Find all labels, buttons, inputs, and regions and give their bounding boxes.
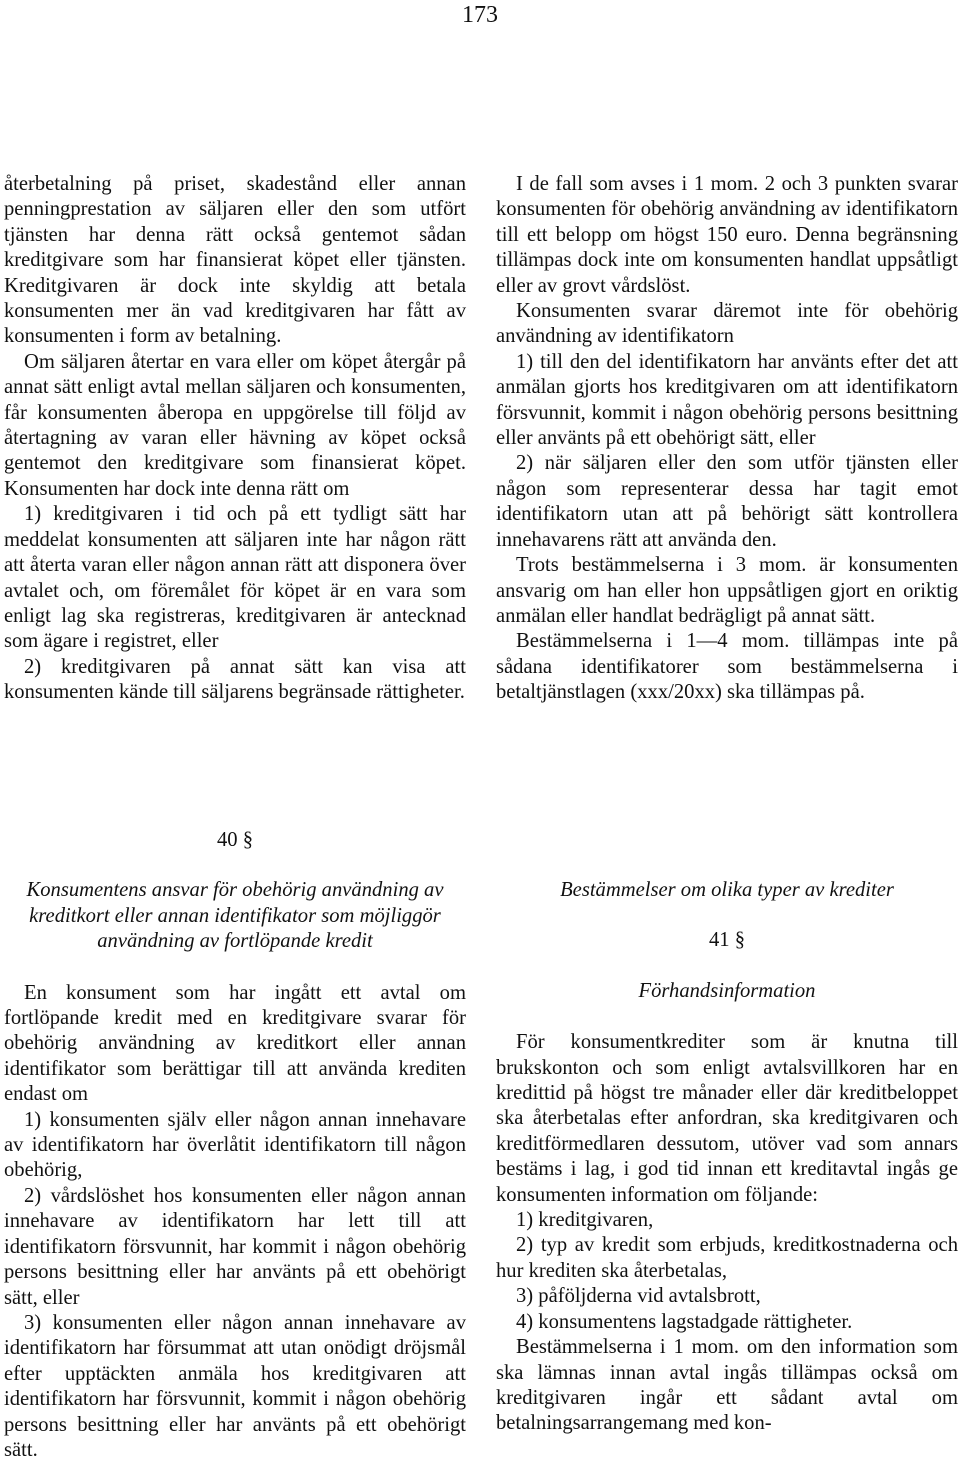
left-column-top [4,172,466,706]
paragraph: 3) konsumenten eller någon annan innehavare av identifikatorn har försummat att utan onödigt dröjsmål efter upptäckten anmäla hos kreditgivaren att identifikatorn har försvunnit, kommit i någon obehörig persons besittning eller har använts på ett obehörigt sätt. [4,1311,466,1461]
page-number: 173 [462,2,498,28]
paragraph: återbetalning på priset, skadestånd eller annan penningprestation av säljaren eller den som utfört tjänsten har denna rätt också gentemot sådan kreditgivare som har finansierat köpet eller tjänsten. Kreditgivaren är dock inte skyldig att betala konsumenten mer än vad kreditgivaren har fått av konsumenten i form av betalning. [4,173,466,348]
paragraph: För konsumentkrediter som är knutna till brukskonton och som enligt avtalsvillkoren har en kredittid på högst tre månader eller där kreditbeloppet ska återbetalas efter anfordran, ska kreditgivaren och kreditförmedlaren dessutom, utöver vad som annars bestäms i lag, i god tid innan ett kreditavtal ingås ge konsumenten information om följande: [496,1031,958,1206]
paragraph: Bestämmelserna i 1—4 mom. tillämpas inte på sådana identifikatorer som bestämmelserna i betaltjänstlagen (xxx/20xx) ska tillämpas på. [496,630,958,704]
paragraph: Om säljaren återtar en vara eller om köpet återgår på annat sätt enligt avtal mellan säljaren och konsumenten, får konsumenten åberopa en uppgörelse till följd av återtagning av varan eller hävning av köpet också gentemot den kreditgivare som finansierat köpet. Konsumenten har dock inte denna rätt om [4,350,466,500]
section-number: 40 § [216,829,254,851]
paragraph: 1) till den del identifikatorn har använts efter det att anmälan gjorts hos kreditgivaren om att identifikatorn försvunnit, kommit i någon obehörig persons besittning eller använts på ett obehörigt sätt, eller [496,350,958,450]
paragraph: 2) när säljaren eller den som utför tjänsten eller någon som representerar dessa har tagit emot identifikatorn utan att på behörigt sätt kontrollera innehavarens rätt att använda den. [496,452,958,551]
section-number: 41 § [708,929,746,952]
paragraph: En konsument som har ingått ett avtal om fortlöpande kredit med en kreditgivare svarar för obehörig användning av kreditkort eller annan identifikator som berättigar till att använda krediten endast om [4,981,466,1106]
left-column-bottom [4,828,466,1463]
section-title: Konsumentens ansvar för obehörig användning av kreditkort eller annan identifikator som möjliggör användning av fortlöpande kredit [26,879,444,953]
paragraph: 4) konsumentens lagstadgade rättigheter. [516,1310,853,1333]
paragraph: 1) kreditgivaren, [516,1209,654,1232]
paragraph: 2) typ av kredit som erbjuds, kreditkostnaderna och hur krediten ska återbetalas, [496,1234,958,1282]
paragraph: Trots bestämmelserna i 3 mom. är konsumenten ansvarig om han eller hon uppsåtligen gjort en oriktig anmälan eller handlat bedrägligt på annat sätt. [496,554,958,627]
paragraph: Konsumenten svarar däremot inte för obehörig användning av identifikatorn [496,300,958,348]
paragraph: 1) kreditgivaren i tid och på ett tydligt sätt har meddelat konsumenten att säljaren inte har någon rätt att återta varan eller någon annan rätt att disponera över avtalet och, om föremålet för köpet är en vara som enligt lag ska registreras, kreditgivaren är antecknad som ägare i registret, eller [4,503,466,653]
paragraph: 2) kreditgivaren på annat sätt kan visa att konsumenten kände till säljarens begränsade rättigheter. [4,655,466,704]
chapter-heading: Bestämmelser om olika typer av krediter [560,879,894,901]
right-column-top [496,172,958,706]
right-column-bottom [496,878,958,1437]
paragraph: 3) påföljderna vid avtalsbrott, [516,1285,761,1308]
paragraph: Bestämmelserna i 1 mom. om den information som ska lämnas innan avtal ingås tillämpas också om kreditgivaren ingår ett sådant avtal om betalningsarrangemang med kon- [496,1336,958,1435]
paragraph: I de fall som avses i 1 mom. 2 och 3 punkten svarar konsumenten för obehörig användning av identifikatorn till ett belopp om högst 150 euro. Denna begränsning tillämpas dock inte om konsumenten handlat uppsåtligt eller av grovt vårdslöst. [496,173,958,297]
section-title: Förhandsinformation [638,979,816,1002]
paragraph: 2) vårdslöshet hos konsumenten eller någon annan innehavare av identifikatorn har lett till att identifikatorn försvunnit, har kommit i någon obehörig persons besittning eller har använts på ett obehörigt sätt, eller [4,1184,466,1309]
paragraph: 1) konsumenten själv eller någon annan innehavare av identifikatorn har överlåtit identifikatorn till någon obehörig, [4,1108,466,1182]
